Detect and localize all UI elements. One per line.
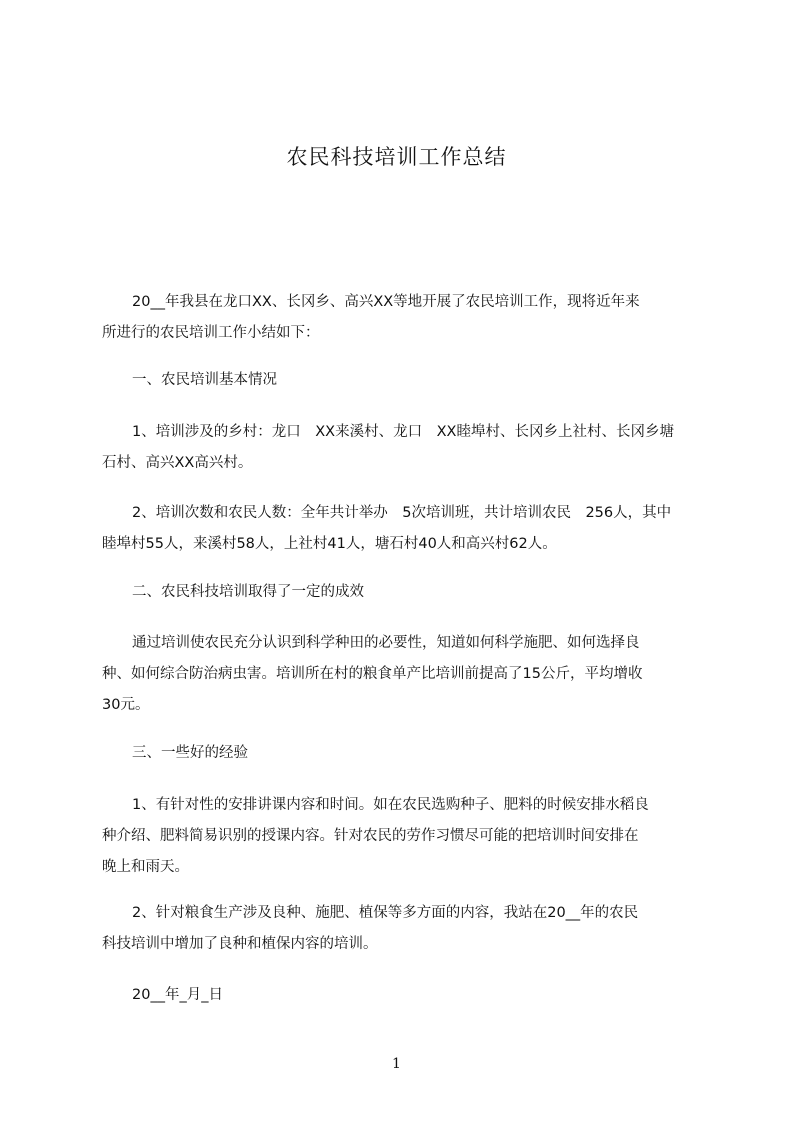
section-3-heading: 三、一些好的经验: [132, 745, 248, 761]
document-date: 20__年_月_日: [132, 987, 223, 1003]
section-3-item-1-line-1: 1、有针对性的安排讲课内容和时间。如在农民选购种子、肥料的时候安排水稻良: [132, 797, 649, 813]
section-2-body-line-2: 种、如何综合防治病虫害。培训所在村的粮食单产比培训前提高了15公斤，平均增收: [102, 666, 643, 682]
page-number: 1: [392, 1056, 401, 1072]
section-1-item-1-line-1: 1、培训涉及的乡村：龙口 XX来溪村、龙口 XX睦埠村、长冈乡上社村、长冈乡塘: [132, 424, 674, 440]
document-title: 农民科技培训工作总结: [286, 145, 507, 169]
section-3-item-2: [102, 898, 712, 960]
intro-paragraph: [102, 287, 712, 349]
section-2-body-line-1: 通过培训使农民充分认识到科学种田的必要性，知道如何科学施肥、如何选择良: [132, 635, 640, 651]
section-2-heading: 二、农民科技培训取得了一定的成效: [132, 584, 364, 600]
section-3-item-2-line-1: 2、针对粮食生产涉及良种、施肥、植保等多方面的内容，我站在20__年的农民: [132, 905, 639, 921]
section-3-item-1: [102, 790, 712, 883]
section-3-item-2-line-2: 科技培训中增加了良种和植保内容的培训。: [102, 936, 378, 952]
intro-line-2: 所进行的农民培训工作小结如下：: [102, 325, 320, 341]
section-3-item-1-line-2: 种介绍、肥料简易识别的授课内容。针对农民的劳作习惯尽可能的把培训时间安排在: [102, 828, 639, 844]
section-1-item-1-line-2: 石村、高兴XX高兴村。: [102, 455, 253, 471]
section-1-item-2-line-2: 睦埠村55人，来溪村58人，上社村41人，塘石村40人和高兴村62人。: [102, 536, 557, 552]
section-2-body-line-3: 30元。: [102, 697, 150, 713]
section-1-heading: 一、农民培训基本情况: [132, 372, 277, 388]
section-1-item-2-line-1: 2、培训次数和农民人数：全年共计举办 5次培训班，共计培训农民 256人，其中: [132, 505, 672, 521]
section-3-item-1-line-3: 晚上和雨天。: [102, 859, 189, 875]
section-1-item-2: [102, 498, 712, 560]
section-2-body: [102, 628, 712, 721]
intro-line-1: 20__年我县在龙口XX、长冈乡、高兴XX等地开展了农民培训工作，现将近年来: [132, 294, 640, 310]
section-1-item-1: [102, 417, 712, 479]
